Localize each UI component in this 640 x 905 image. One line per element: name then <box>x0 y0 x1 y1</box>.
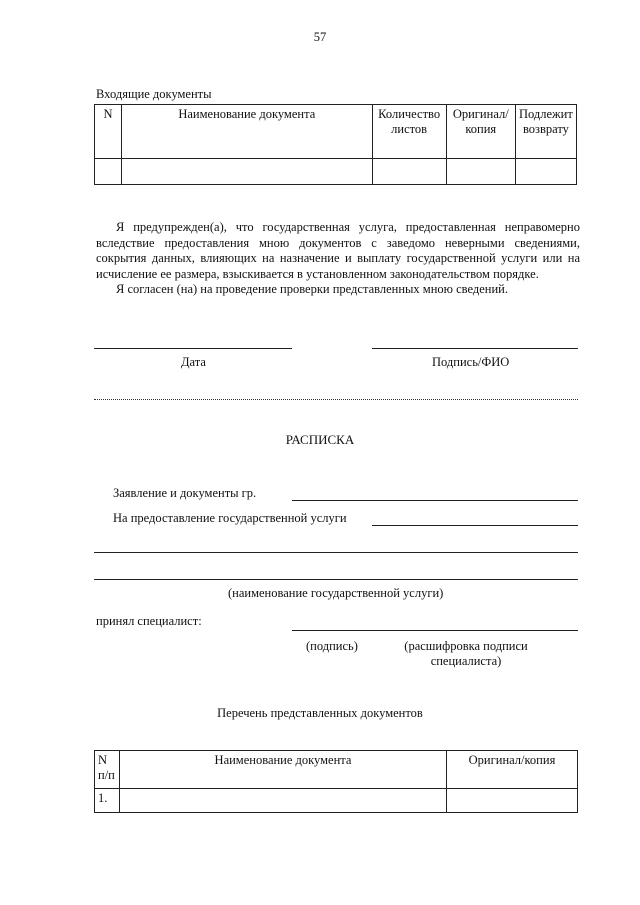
table-row <box>95 789 578 813</box>
sign-caption: (подпись) <box>306 639 358 653</box>
service-line-3[interactable] <box>94 579 578 580</box>
incoming-table <box>94 104 577 185</box>
service-field[interactable] <box>372 525 578 526</box>
signature-label: Подпись/ФИО <box>432 355 510 369</box>
incoming-title: Входящие документы <box>96 87 212 101</box>
submitted-docs-table <box>94 750 578 813</box>
table-cell[interactable] <box>447 789 578 813</box>
specialist-sign-field[interactable] <box>292 630 578 631</box>
list-title: Перечень представленных документов <box>217 706 423 720</box>
header-original: Оригинал/копия <box>447 751 578 789</box>
table-header-row <box>95 105 577 159</box>
table-row <box>95 159 577 185</box>
consent-paragraph: Я согласен (на) на проведение проверки представленных мною сведений. <box>116 282 508 296</box>
header-return: Подлежит возврату <box>515 105 576 159</box>
table-cell[interactable] <box>446 159 515 185</box>
section-separator <box>94 399 578 400</box>
header-number: N п/п <box>95 751 120 789</box>
table-cell[interactable] <box>372 159 446 185</box>
date-label: Дата <box>181 355 206 369</box>
header-doc-name: Наименование документа <box>120 751 447 789</box>
signature-line[interactable] <box>372 348 578 349</box>
table-cell[interactable] <box>120 789 447 813</box>
row-number: 1. <box>95 789 120 813</box>
date-line[interactable] <box>94 348 292 349</box>
page-number: 57 <box>313 30 327 44</box>
table-cell[interactable] <box>95 159 122 185</box>
table-cell[interactable] <box>515 159 576 185</box>
table-header-row <box>95 751 578 789</box>
warning-paragraph: Я предупрежден(а), что государственная услуга, предоставленная неправомерно вследствие предоставления мною документов с заведомо неверными сведениями, сокрытия данных, влияющих на назначение и выплату государственной услуги или на исчисление ее размера, взыскивается в установленном законодательством порядке. <box>96 220 580 281</box>
service-label: На предоставление государственной услуги <box>113 511 347 525</box>
decode-caption: (расшифровка подписи специалиста) <box>404 639 528 668</box>
from-label: Заявление и документы гр. <box>113 486 257 500</box>
header-original: Оригинал/ копия <box>446 105 515 159</box>
accepted-label: принял специалист: <box>96 614 202 628</box>
service-caption: (наименование государственной услуги) <box>228 586 444 600</box>
header-number: N <box>95 105 122 159</box>
from-field[interactable] <box>292 500 578 501</box>
header-sheets: Количество листов <box>372 105 446 159</box>
table-cell[interactable] <box>122 159 373 185</box>
service-line-2[interactable] <box>94 552 578 553</box>
header-doc-name: Наименование документа <box>122 105 373 159</box>
receipt-title: РАСПИСКА <box>285 432 355 447</box>
